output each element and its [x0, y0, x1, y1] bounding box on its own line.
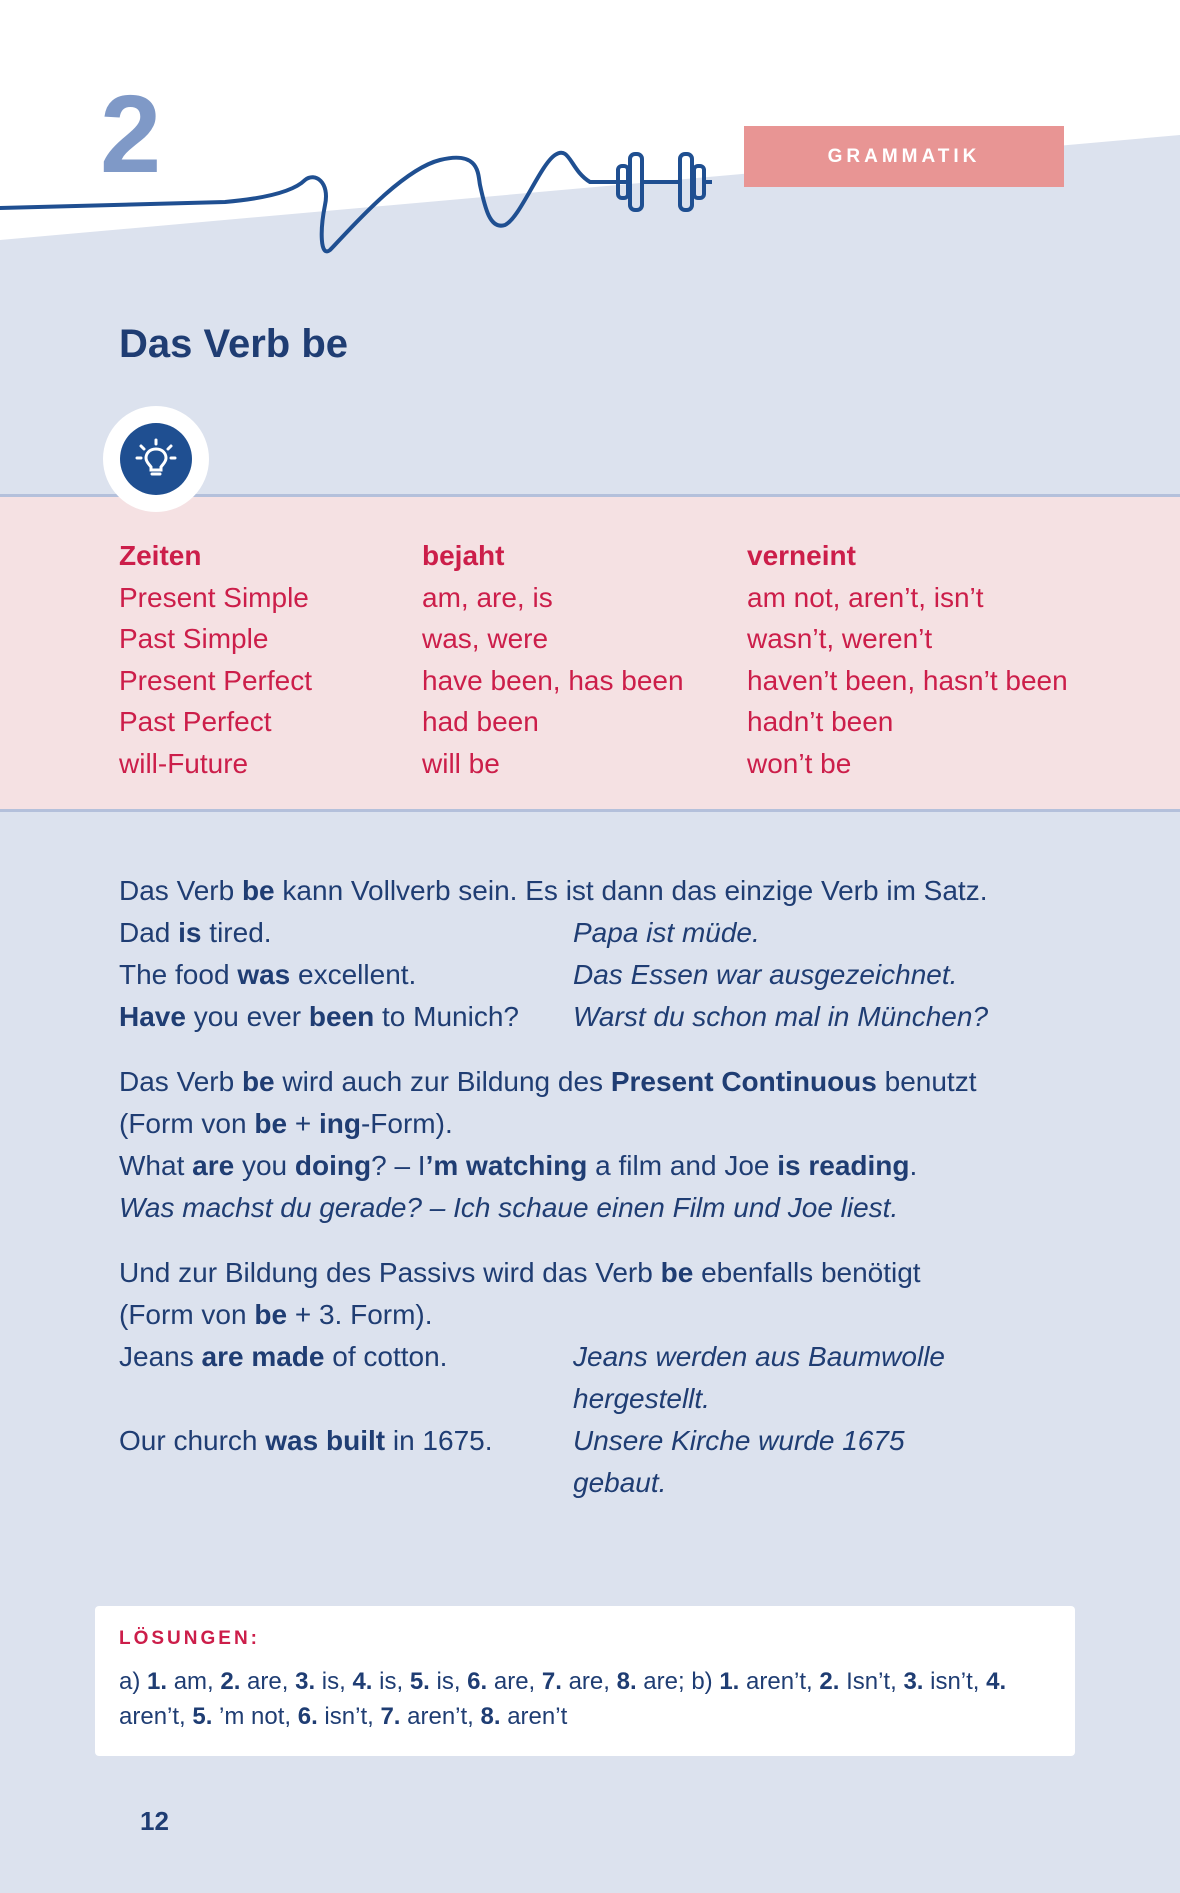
emphasis-text: be — [660, 1257, 694, 1288]
example-row — [119, 1336, 1079, 1420]
solutions-text — [119, 1664, 1049, 1734]
emphasis-text: 8. — [480, 1703, 501, 1730]
section-passive — [119, 1252, 1079, 1504]
text-segment: are, — [240, 1668, 296, 1695]
example-row — [119, 912, 1079, 954]
text-segment: tired. — [201, 917, 272, 948]
text-segment: + — [287, 1108, 319, 1139]
table-cell: won’t be — [747, 747, 852, 779]
table-cell: haven’t been, hasn’t been — [747, 664, 1068, 696]
translation-line: Jeans werden aus Baumwolle — [573, 1341, 945, 1372]
text-segment: wird auch zur Bildung des — [274, 1066, 611, 1097]
paragraph — [119, 1294, 1079, 1336]
table-cell: am, are, is — [422, 581, 553, 613]
verb-forms-table — [0, 494, 1180, 812]
example-english — [119, 996, 519, 1038]
text-segment: are; b) — [636, 1668, 720, 1695]
emphasis-text: be — [241, 1066, 275, 1097]
lightbulb-icon — [134, 437, 178, 481]
text-segment: aren’t, — [400, 1703, 481, 1730]
text-segment: + 3. Form). — [287, 1299, 433, 1330]
text-segment: ’m not, — [212, 1703, 298, 1730]
text-segment: are, — [487, 1668, 542, 1695]
text-segment: kann Vollverb sein. Es ist dann das einzige Verb im Satz. — [274, 875, 988, 906]
text-segment: isn’t, — [317, 1703, 381, 1730]
translation-line: Unsere Kirche wurde 1675 — [573, 1425, 905, 1456]
table-cell: Present Simple — [119, 581, 309, 613]
text-segment: (Form von — [119, 1299, 255, 1330]
emphasis-text: be — [254, 1299, 288, 1330]
emphasis-text: 1. — [147, 1668, 168, 1695]
example-english — [119, 1420, 493, 1462]
example-german: Das Essen war ausgezeichnet. — [573, 959, 958, 990]
page-number: 12 — [140, 1806, 169, 1836]
emphasis-text: 6. — [467, 1668, 488, 1695]
emphasis-text: are made — [201, 1341, 325, 1372]
example-english — [119, 1336, 447, 1378]
emphasis-text: be — [254, 1108, 288, 1139]
text-segment: of cotton. — [324, 1341, 448, 1372]
emphasis-text: 1. — [719, 1668, 740, 1695]
table-cell: am not, aren’t, isn’t — [747, 581, 984, 613]
tip-badge — [103, 406, 209, 512]
text-segment: a) — [119, 1668, 148, 1695]
emphasis-text: 2. — [220, 1668, 241, 1695]
example-german: Papa ist müde. — [573, 917, 760, 948]
text-segment: are, — [561, 1668, 617, 1695]
text-segment: to Munich? — [374, 1001, 519, 1032]
table-cell: Present Perfect — [119, 664, 312, 696]
emphasis-text: 5. — [192, 1703, 213, 1730]
example-row — [119, 996, 1079, 1038]
emphasis-text: ing — [318, 1108, 361, 1139]
table-column-negative — [747, 535, 1068, 784]
text-segment: Dad — [119, 917, 179, 948]
text-segment: Isn’t, — [839, 1668, 904, 1695]
emphasis-text: 3. — [295, 1668, 316, 1695]
emphasis-text: 5. — [409, 1668, 430, 1695]
emphasis-text: 6. — [297, 1703, 318, 1730]
emphasis-text: was — [237, 959, 291, 990]
text-segment: aren’t, — [739, 1668, 820, 1695]
solutions-box — [95, 1606, 1075, 1756]
example-german — [573, 1336, 945, 1420]
text-segment: ebenfalls benötigt — [693, 1257, 921, 1288]
emphasis-text: Have — [119, 1001, 186, 1032]
text-segment: benutzt — [876, 1066, 977, 1097]
paragraph — [119, 1061, 1079, 1103]
paragraph — [119, 1252, 1079, 1294]
emphasis-text: 4. — [352, 1668, 373, 1695]
text-segment: (Form von — [119, 1108, 255, 1139]
emphasis-text: 4. — [986, 1668, 1007, 1695]
jump-rope-dumbbell-icon — [0, 130, 760, 260]
example-german: Warst du schon mal in München? — [573, 1001, 989, 1032]
text-segment: you ever — [185, 1001, 309, 1032]
solutions-title: LÖSUNGEN: — [119, 1628, 260, 1649]
text-segment: -Form). — [360, 1108, 453, 1139]
text-segment: . — [909, 1150, 918, 1181]
text-segment: am, — [167, 1668, 221, 1695]
emphasis-text: 7. — [380, 1703, 401, 1730]
text-segment: aren’t — [500, 1703, 568, 1730]
paragraph — [119, 870, 1079, 912]
emphasis-text: Present Continuous — [610, 1066, 877, 1097]
emphasis-text: be — [241, 875, 275, 906]
text-segment: a film and Joe — [587, 1150, 778, 1181]
example-english — [119, 912, 272, 954]
table-cell: wasn’t, weren’t — [747, 623, 933, 654]
example-english — [119, 1145, 1079, 1187]
text-segment: Jeans — [119, 1341, 202, 1372]
text-segment: ? – I — [371, 1150, 426, 1181]
text-segment: you — [234, 1150, 295, 1181]
table-header: bejaht — [422, 540, 505, 571]
paragraph — [119, 1103, 1079, 1145]
emphasis-text: was built — [265, 1425, 386, 1456]
emphasis-text: doing — [294, 1150, 372, 1181]
section-present-continuous — [119, 1061, 1079, 1229]
emphasis-text: ’m watching — [425, 1150, 588, 1181]
emphasis-text: 7. — [541, 1668, 562, 1695]
example-english — [119, 954, 416, 996]
text-segment: excellent. — [290, 959, 417, 990]
text-segment: What — [119, 1150, 193, 1181]
table-column-tenses — [119, 535, 312, 784]
table-column-affirmative — [422, 535, 684, 784]
translation-line: gebaut. — [573, 1467, 667, 1498]
table-cell: will-Future — [119, 747, 249, 779]
emphasis-text: 3. — [903, 1668, 924, 1695]
table-cell: have been, has been — [422, 664, 684, 696]
text-segment: is, — [429, 1668, 468, 1695]
table-header: Zeiten — [119, 540, 202, 571]
text-segment: Und zur Bildung des Passivs wird das Verb — [119, 1257, 661, 1288]
section-full-verb — [119, 870, 1079, 1038]
text-segment: in 1675. — [385, 1425, 493, 1456]
text-segment: is, — [372, 1668, 410, 1695]
text-segment: aren’t, — [119, 1703, 193, 1730]
emphasis-text: is — [178, 917, 202, 948]
text-segment: Das Verb — [119, 875, 242, 906]
table-cell: hadn’t been — [747, 706, 894, 737]
text-segment: Das Verb — [119, 1066, 242, 1097]
table-cell: was, were — [422, 623, 549, 654]
example-row — [119, 954, 1079, 996]
text-segment: isn’t, — [923, 1668, 987, 1695]
emphasis-text: is reading — [777, 1150, 910, 1181]
translation-line: hergestellt. — [573, 1383, 710, 1414]
emphasis-text: been — [308, 1001, 375, 1032]
example-row — [119, 1420, 1079, 1504]
emphasis-text: 8. — [616, 1668, 637, 1695]
chapter-number: 2 — [100, 73, 162, 196]
emphasis-text: are — [192, 1150, 235, 1181]
text-segment: Our church — [119, 1425, 266, 1456]
text-segment: The food — [119, 959, 238, 990]
page-title: Das Verb be — [119, 322, 349, 366]
section-tag: GRAMMATIK — [744, 126, 1064, 187]
table-cell: had been — [422, 706, 539, 737]
table-cell: will be — [422, 747, 500, 779]
table-cell: Past Simple — [119, 623, 269, 654]
text-segment: is, — [315, 1668, 353, 1695]
table-cell: Past Perfect — [119, 706, 272, 737]
example-german: Was machst du gerade? – Ich schaue einen Film und Joe liest. — [119, 1192, 899, 1223]
example-german — [573, 1420, 905, 1504]
table-header: verneint — [747, 540, 856, 571]
emphasis-text: 2. — [819, 1668, 840, 1695]
